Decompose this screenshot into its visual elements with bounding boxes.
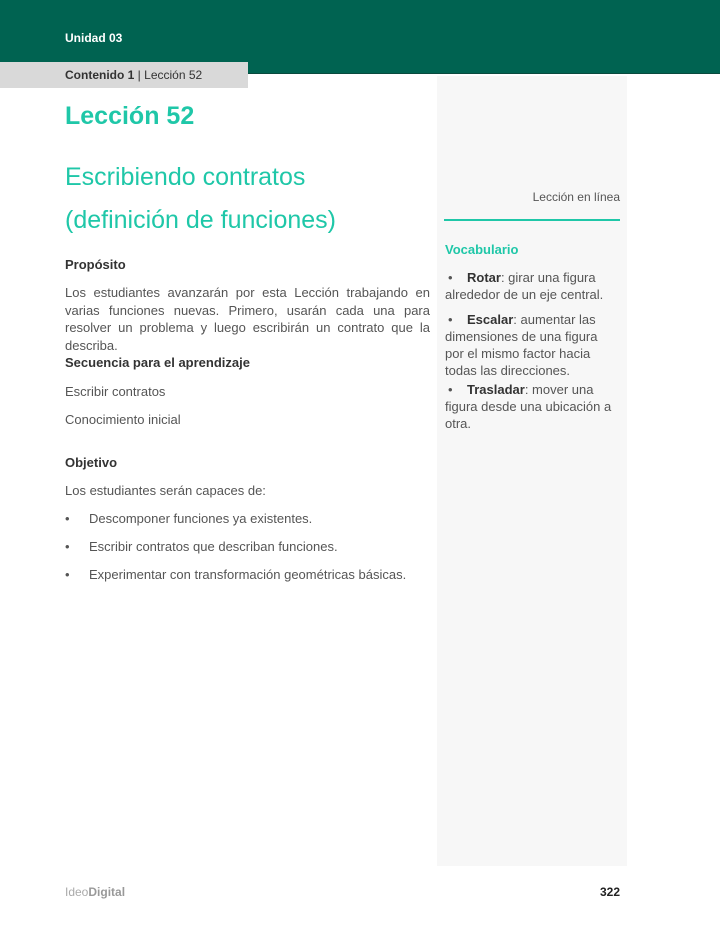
vocabulary-list xyxy=(445,269,615,440)
objective-heading: Objetivo xyxy=(65,455,118,470)
objective-item-text: Escribir contratos que describan funciones. xyxy=(89,539,338,554)
purpose-text: Los estudiantes avanzarán por esta Lección trabajando en varias funciones nuevas. Primero, usarán cada una para resolver un problema y luego escribirán un contrato que la describa. xyxy=(65,285,430,353)
vocabulary-definition: : aumentar las dimensiones de una figura por el mismo factor hacia todas las direcciones. xyxy=(445,312,598,378)
vocabulary-term: Rotar xyxy=(467,270,501,285)
subtitle-line-1: Escribiendo contratos xyxy=(65,163,306,191)
objective-item-text: Descomponer funciones ya existentes. xyxy=(89,511,313,526)
vocabulary-term: Trasladar xyxy=(467,382,525,397)
bullet-icon: • xyxy=(448,270,453,285)
breadcrumb-separator: | xyxy=(137,68,141,82)
bullet-icon: • xyxy=(448,382,453,397)
sequence-item: Escribir contratos xyxy=(65,384,166,399)
vocabulary-definition: : mover una figura desde una ubicación a otra. xyxy=(445,382,612,431)
online-lesson-label: Lección en línea xyxy=(532,190,620,204)
breadcrumb-content: Contenido 1 xyxy=(65,68,135,82)
sequence-item: Conocimiento inicial xyxy=(65,412,181,427)
vocabulary-heading: Vocabulario xyxy=(445,242,519,257)
lesson-title: Lección 52 xyxy=(65,102,195,130)
subtitle-line-2: (definición de funciones) xyxy=(65,206,336,234)
brand-light: Ideo xyxy=(65,885,89,899)
objective-item xyxy=(65,567,406,582)
purpose-heading: Propósito xyxy=(65,257,126,272)
brand-bold: Digital xyxy=(88,885,126,899)
sidebar-divider xyxy=(444,219,620,221)
vocabulary-term: Escalar xyxy=(467,312,514,327)
objective-intro: Los estudiantes serán capaces de: xyxy=(65,483,266,498)
objective-item xyxy=(65,511,312,526)
vocabulary-item xyxy=(445,311,615,379)
bullet-icon: • xyxy=(65,511,70,526)
unit-label: Unidad 03 xyxy=(65,31,123,45)
bullet-icon: • xyxy=(65,539,70,554)
vocabulary-item xyxy=(445,381,615,432)
breadcrumb xyxy=(65,68,202,82)
footer-brand-logo xyxy=(65,885,125,899)
vocabulary-item xyxy=(445,269,615,303)
objective-item xyxy=(65,539,338,554)
vocabulary-definition: : girar una figura alrededor de un eje central. xyxy=(445,270,604,302)
page-number: 322 xyxy=(599,885,620,899)
objective-item-text: Experimentar con transformación geométricas básicas. xyxy=(89,567,407,582)
sequence-heading: Secuencia para el aprendizaje xyxy=(65,355,250,370)
lesson-subtitle xyxy=(65,156,425,242)
breadcrumb-lesson: Lección 52 xyxy=(144,68,203,82)
bullet-icon: • xyxy=(448,312,453,327)
bullet-icon: • xyxy=(65,567,70,582)
